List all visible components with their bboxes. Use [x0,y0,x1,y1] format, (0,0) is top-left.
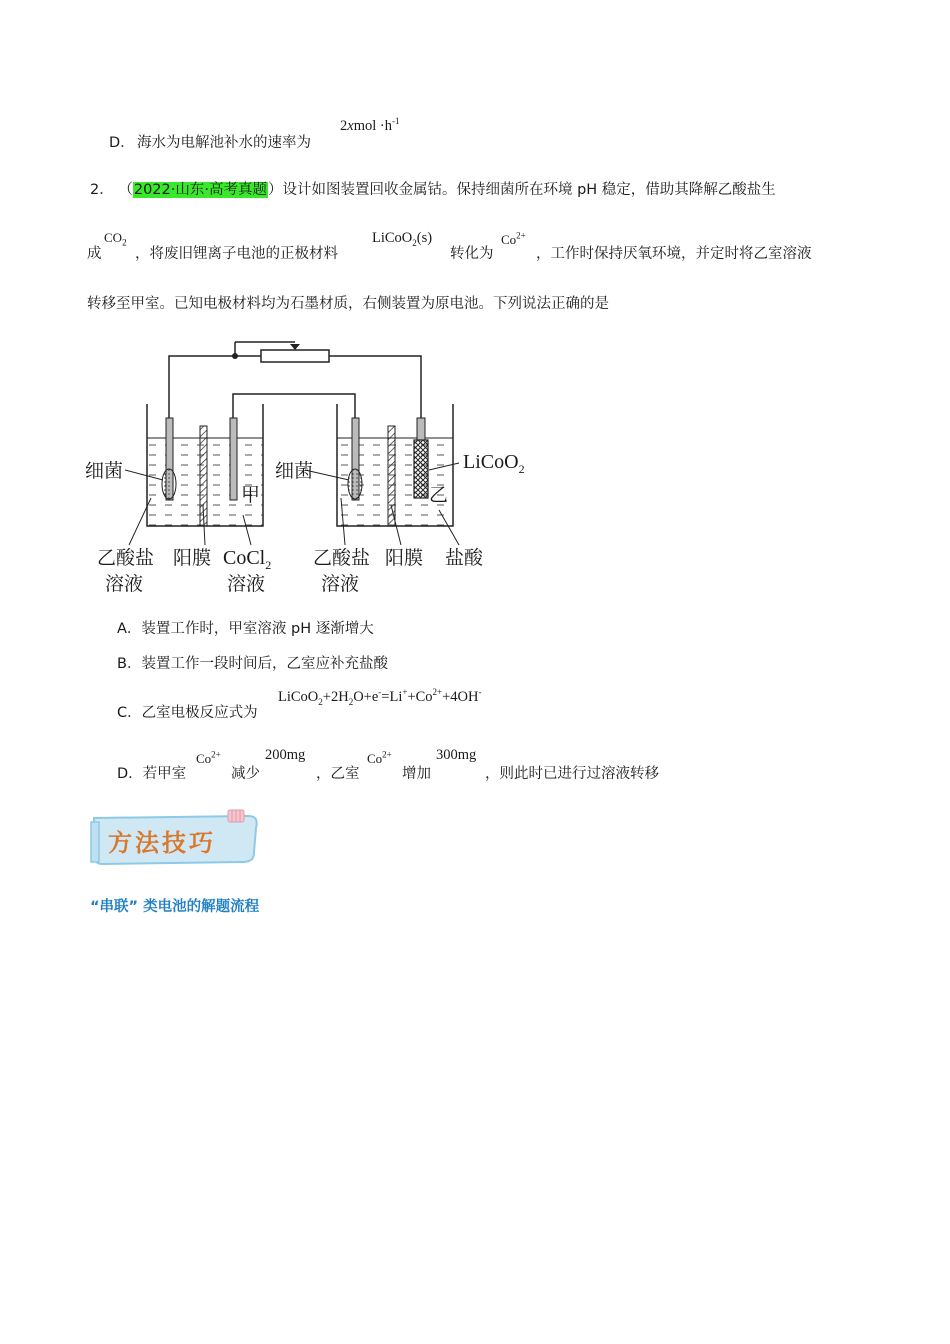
membrane-left-label: 阳膜 [173,547,212,569]
left-cell [147,404,263,526]
q2-stem-line2a: 成 [87,246,102,262]
method-section-heading: “串联” 类电池的解题流程 [90,899,260,915]
q2-stem-line2b: ，将废旧锂离子电池的正极材料 [135,246,338,262]
rheostat-slider-arrow [290,344,300,350]
q2-number: 2． [90,182,114,198]
membrane-right-label: 阳膜 [385,547,424,569]
rheostat [261,350,329,362]
option-c-formula: $LiCoO_2+2H_2O+e^-=Li^++Co^{2+}+4OH^-$ [278,687,482,707]
acetate-solution-right-line1: 乙酸盐 [313,547,371,569]
method-banner [88,808,268,870]
option-b[interactable]: B．装置工作一段时间后，乙室应补充盐酸 [117,656,388,672]
acetate-solution-left-line2: 溶液 [105,573,144,595]
option-d-co-1: $Co^{2+}$ [196,749,221,766]
q2-stem-line3: 转移至甲室。已知电极材料均为石墨材质，右侧装置为原电池。下列说法正确的是 [87,296,609,312]
option-d-tail: ，则此时已进行过溶液转移 [485,766,659,782]
option-d-mass-1: 200mg [265,747,306,763]
q2-licoo2s-formula: LiCoO$_2$(s) [372,230,433,248]
option-c[interactable]: C．乙室电极反应式为 [117,705,258,721]
left-cathode-electrode [230,418,237,500]
right-bacteria-blob [348,469,362,499]
q2-co2plus-formula: $Co^{2+}$ [501,230,526,247]
yi-chamber-label: 乙 [429,484,449,506]
banner-pin [228,810,244,822]
cocl2-label: CoCl$_2$ [223,547,272,572]
acetate-solution-left-line1: 乙酸盐 [97,547,155,569]
q1-option-d-label: D． [109,135,135,151]
q2-co2-formula: $CO_2$ [104,230,127,248]
hcl-label: 盐酸 [445,547,484,569]
acetate-solution-right-line2: 溶液 [321,573,360,595]
q2-stem-line2d: ，工作时保持厌氧环境，并定时将乙室溶液 [536,246,812,262]
q2-stem-line1: 2． （2022·山东·高考真题）设计如图装置回收金属钴。保持细菌所在环境 pH 稳定，借助其降解乙酸盐生 [90,182,776,198]
cocl2-solution-line2: 溶液 [227,573,266,595]
left-bacteria-label: 细菌 [85,460,124,482]
right-licoo2-electrode-stem [417,418,425,440]
option-d-mass-2: 300mg [436,747,477,763]
q2-stem-line2c: 转化为 [450,246,494,262]
right-membrane [388,426,395,526]
q1-option-d-text: 海水为电解池补水的速率为 [137,135,311,151]
right-licoo2-electrode [414,440,428,498]
circuit-junction [232,353,238,359]
electrochemical-cell-diagram [83,320,543,605]
q1-option-d-formula: 2xmol $\cdot h^{-1}$ [340,116,400,134]
right-bacteria-label: 细菌 [275,460,314,482]
q2-source-badge: 2022·山东·高考真题 [133,182,267,198]
option-d[interactable]: D．若甲室 [117,766,187,782]
banner-title: 方法技巧 [108,828,216,857]
licoo2-label: LiCoO$_2$ [463,451,525,476]
option-d-decrease: 减少 [231,766,260,782]
option-d-co-2: $Co^{2+}$ [367,749,392,766]
right-cell [337,404,453,526]
jia-chamber-label: 甲 [241,484,261,506]
option-d-yi: ，乙室 [316,766,360,782]
option-d-increase: 增加 [402,766,431,782]
option-a[interactable]: A．装置工作时，甲室溶液 pH 逐渐增大 [117,621,374,637]
left-bacteria-blob [162,469,176,499]
